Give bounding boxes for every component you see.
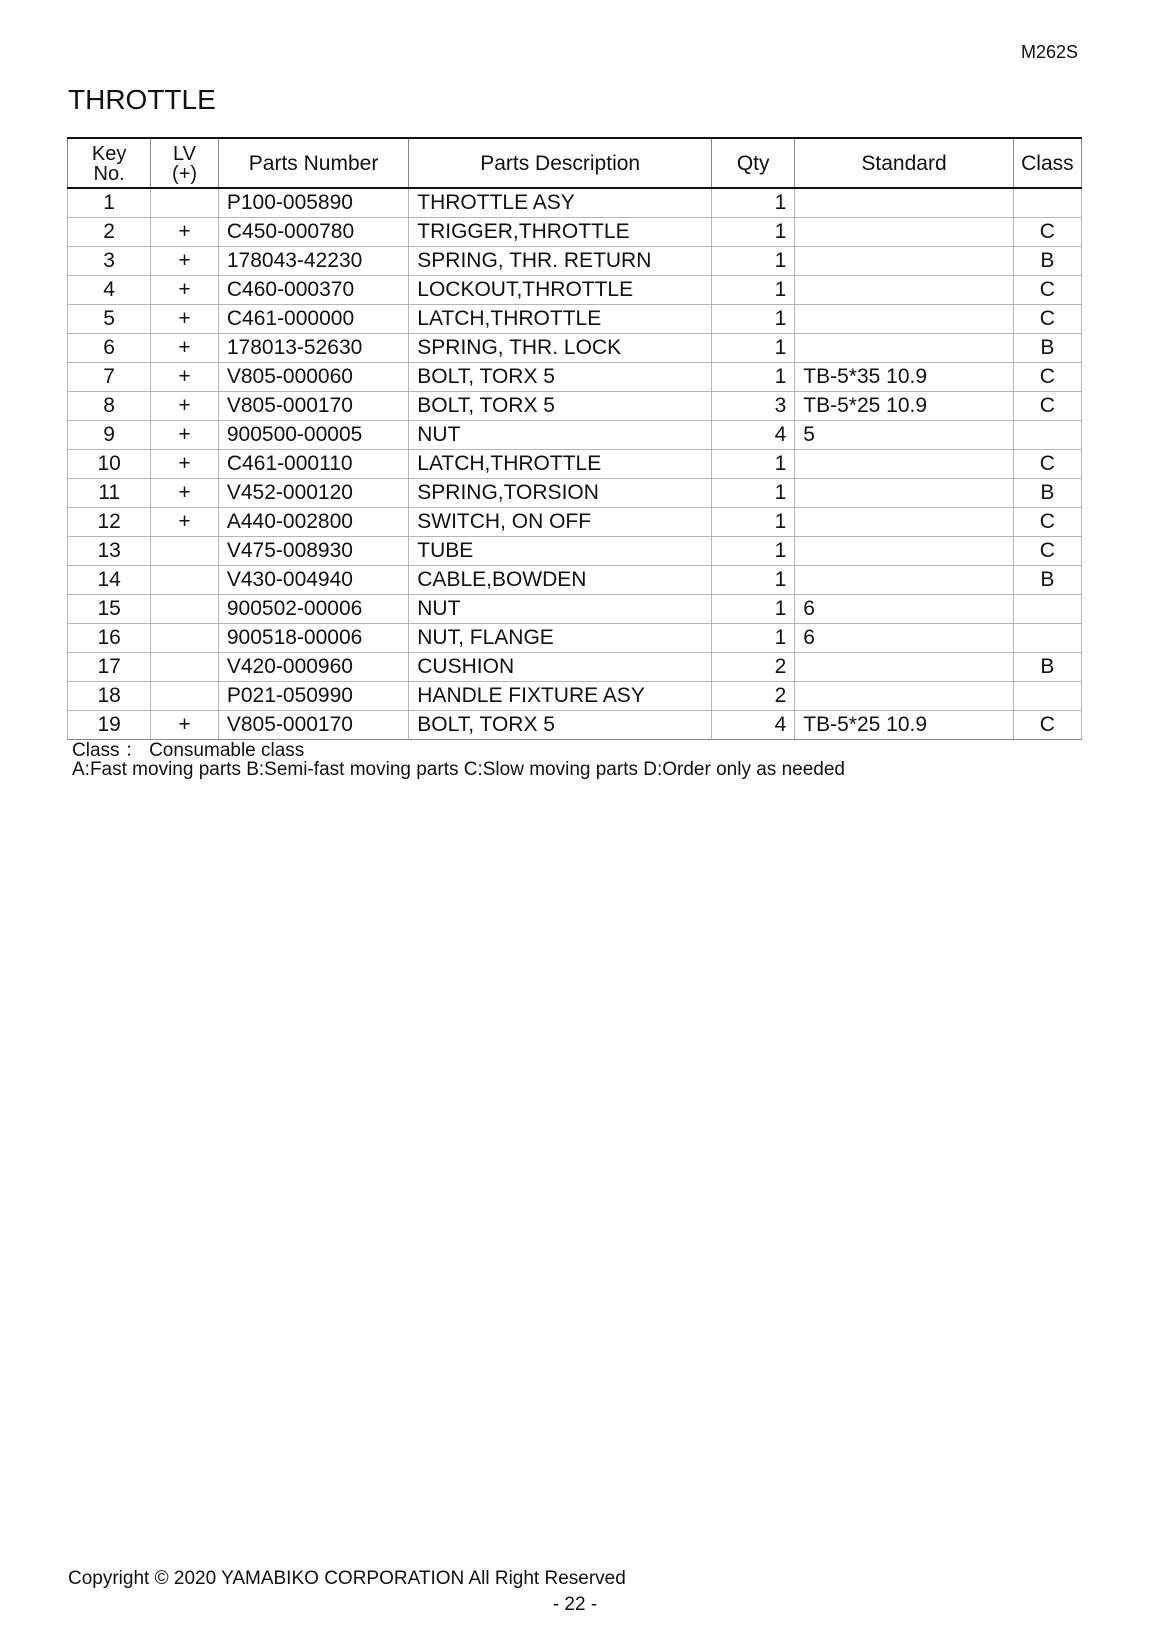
table-row — [68, 595, 1082, 624]
cell-key-no: 7 — [68, 363, 151, 392]
cell-qty: 1 — [712, 479, 795, 508]
table-row — [68, 363, 1082, 392]
cell-parts-description: BOLT, TORX 5 — [409, 711, 712, 740]
cell-key-no: 14 — [68, 566, 151, 595]
cell-parts-number: A440-002800 — [218, 508, 408, 537]
cell-parts-description: LATCH,THROTTLE — [409, 305, 712, 334]
cell-lv: + — [151, 711, 219, 740]
table-row — [68, 450, 1082, 479]
cell-qty: 1 — [712, 508, 795, 537]
cell-class: C — [1013, 392, 1081, 421]
header-lv — [151, 138, 219, 188]
cell-parts-description: TUBE — [409, 537, 712, 566]
cell-key-no: 6 — [68, 334, 151, 363]
cell-parts-description: HANDLE FIXTURE ASY — [409, 682, 712, 711]
cell-qty: 1 — [712, 566, 795, 595]
table-row — [68, 334, 1082, 363]
cell-class — [1013, 421, 1081, 450]
cell-key-no: 4 — [68, 276, 151, 305]
cell-qty: 4 — [712, 711, 795, 740]
parts-table — [67, 137, 1082, 740]
cell-qty: 2 — [712, 653, 795, 682]
header-parts-number: Parts Number — [218, 138, 408, 188]
legend-line-1: Class ： Consumable class — [72, 740, 305, 761]
cell-key-no: 2 — [68, 218, 151, 247]
cell-standard — [795, 247, 1014, 276]
cell-class: C — [1013, 363, 1081, 392]
header-class: Class — [1013, 138, 1081, 188]
cell-parts-number: 178013-52630 — [218, 334, 408, 363]
cell-parts-description: NUT, FLANGE — [409, 624, 712, 653]
parts-table-body — [68, 188, 1082, 740]
header-qty: Qty — [712, 138, 795, 188]
cell-parts-description: TRIGGER,THROTTLE — [409, 218, 712, 247]
cell-standard: 5 — [795, 421, 1014, 450]
cell-parts-description: SPRING,TORSION — [409, 479, 712, 508]
table-row — [68, 682, 1082, 711]
header-lv-line2: (+) — [172, 163, 198, 185]
cell-key-no: 11 — [68, 479, 151, 508]
cell-parts-description: THROTTLE ASY — [409, 188, 712, 218]
cell-class: C — [1013, 276, 1081, 305]
cell-lv — [151, 537, 219, 566]
cell-lv: + — [151, 450, 219, 479]
cell-key-no: 16 — [68, 624, 151, 653]
table-row — [68, 392, 1082, 421]
cell-lv — [151, 624, 219, 653]
cell-lv — [151, 595, 219, 624]
legend-line-2: A:Fast moving parts B:Semi-fast moving parts C:Slow moving parts D:Order only as needed — [72, 759, 845, 780]
cell-parts-description: LATCH,THROTTLE — [409, 450, 712, 479]
cell-parts-number: V475-008930 — [218, 537, 408, 566]
page-number: - 22 - — [552, 1594, 598, 1615]
table-row — [68, 421, 1082, 450]
cell-parts-description: SPRING, THR. RETURN — [409, 247, 712, 276]
cell-standard — [795, 334, 1014, 363]
cell-lv: + — [151, 247, 219, 276]
table-row — [68, 188, 1082, 218]
cell-parts-number: C461-000000 — [218, 305, 408, 334]
header-standard: Standard — [795, 138, 1014, 188]
cell-qty: 1 — [712, 595, 795, 624]
cell-class: B — [1013, 566, 1081, 595]
cell-lv: + — [151, 305, 219, 334]
cell-parts-number: V805-000170 — [218, 711, 408, 740]
cell-parts-number: V805-000060 — [218, 363, 408, 392]
cell-standard — [795, 508, 1014, 537]
cell-qty: 1 — [712, 537, 795, 566]
cell-class: C — [1013, 305, 1081, 334]
cell-key-no: 5 — [68, 305, 151, 334]
cell-key-no: 3 — [68, 247, 151, 276]
cell-parts-number: C461-000110 — [218, 450, 408, 479]
cell-parts-number: C450-000780 — [218, 218, 408, 247]
cell-standard: 6 — [795, 624, 1014, 653]
cell-standard — [795, 537, 1014, 566]
cell-standard: TB-5*25 10.9 — [795, 392, 1014, 421]
cell-class: C — [1013, 537, 1081, 566]
cell-key-no: 8 — [68, 392, 151, 421]
cell-qty: 1 — [712, 247, 795, 276]
table-row — [68, 711, 1082, 740]
cell-class: B — [1013, 653, 1081, 682]
table-row — [68, 537, 1082, 566]
cell-key-no: 13 — [68, 537, 151, 566]
cell-standard — [795, 305, 1014, 334]
cell-key-no: 18 — [68, 682, 151, 711]
table-row — [68, 305, 1082, 334]
cell-class: C — [1013, 508, 1081, 537]
cell-parts-description: SWITCH, ON OFF — [409, 508, 712, 537]
cell-class: C — [1013, 218, 1081, 247]
cell-parts-number: P021-050990 — [218, 682, 408, 711]
cell-qty: 3 — [712, 392, 795, 421]
cell-parts-number: V452-000120 — [218, 479, 408, 508]
cell-parts-number: 900500-00005 — [218, 421, 408, 450]
model-code: M262S — [1020, 42, 1078, 62]
table-row — [68, 566, 1082, 595]
cell-class — [1013, 595, 1081, 624]
table-row — [68, 653, 1082, 682]
cell-class: B — [1013, 479, 1081, 508]
cell-standard: TB-5*35 10.9 — [795, 363, 1014, 392]
cell-lv — [151, 188, 219, 218]
header-key-no — [68, 138, 151, 188]
cell-lv — [151, 566, 219, 595]
cell-key-no: 12 — [68, 508, 151, 537]
cell-key-no: 1 — [68, 188, 151, 218]
cell-qty: 1 — [712, 624, 795, 653]
cell-class — [1013, 624, 1081, 653]
cell-parts-description: LOCKOUT,THROTTLE — [409, 276, 712, 305]
cell-qty: 1 — [712, 276, 795, 305]
cell-key-no: 17 — [68, 653, 151, 682]
cell-standard: TB-5*25 10.9 — [795, 711, 1014, 740]
table-header-row — [68, 138, 1082, 188]
class-legend — [72, 741, 845, 779]
cell-qty: 1 — [712, 450, 795, 479]
cell-parts-number: 178043-42230 — [218, 247, 408, 276]
cell-parts-number: P100-005890 — [218, 188, 408, 218]
cell-qty: 2 — [712, 682, 795, 711]
cell-key-no: 15 — [68, 595, 151, 624]
cell-lv: + — [151, 334, 219, 363]
cell-parts-description: NUT — [409, 595, 712, 624]
cell-key-no: 10 — [68, 450, 151, 479]
table-row — [68, 276, 1082, 305]
cell-lv: + — [151, 363, 219, 392]
cell-class: C — [1013, 450, 1081, 479]
cell-standard — [795, 653, 1014, 682]
cell-class — [1013, 188, 1081, 218]
copyright-notice: Copyright © 2020 YAMABIKO CORPORATION All Right Reserved — [68, 1568, 626, 1589]
table-row — [68, 624, 1082, 653]
cell-standard — [795, 276, 1014, 305]
cell-lv — [151, 682, 219, 711]
cell-parts-description: BOLT, TORX 5 — [409, 363, 712, 392]
page-title: THROTTLE — [68, 84, 216, 115]
cell-parts-number: 900518-00006 — [218, 624, 408, 653]
cell-lv: + — [151, 276, 219, 305]
cell-qty: 1 — [712, 334, 795, 363]
cell-qty: 1 — [712, 188, 795, 218]
cell-parts-description: CABLE,BOWDEN — [409, 566, 712, 595]
cell-standard — [795, 682, 1014, 711]
cell-parts-description: BOLT, TORX 5 — [409, 392, 712, 421]
cell-standard — [795, 218, 1014, 247]
header-parts-description: Parts Description — [409, 138, 712, 188]
cell-parts-description: CUSHION — [409, 653, 712, 682]
cell-standard — [795, 450, 1014, 479]
cell-parts-description: SPRING, THR. LOCK — [409, 334, 712, 363]
cell-key-no: 9 — [68, 421, 151, 450]
cell-parts-number: V420-000960 — [218, 653, 408, 682]
cell-parts-number: C460-000370 — [218, 276, 408, 305]
cell-parts-number: V430-004940 — [218, 566, 408, 595]
cell-class: B — [1013, 334, 1081, 363]
cell-parts-description: NUT — [409, 421, 712, 450]
table-row — [68, 479, 1082, 508]
cell-qty: 1 — [712, 218, 795, 247]
cell-qty: 1 — [712, 305, 795, 334]
cell-lv: + — [151, 218, 219, 247]
cell-standard — [795, 188, 1014, 218]
cell-qty: 4 — [712, 421, 795, 450]
cell-lv: + — [151, 508, 219, 537]
cell-standard: 6 — [795, 595, 1014, 624]
cell-parts-number: 900502-00006 — [218, 595, 408, 624]
cell-lv: + — [151, 392, 219, 421]
cell-lv — [151, 653, 219, 682]
header-lv-line1: LV — [173, 143, 197, 165]
cell-lv: + — [151, 421, 219, 450]
cell-parts-number: V805-000170 — [218, 392, 408, 421]
table-row — [68, 247, 1082, 276]
cell-class: B — [1013, 247, 1081, 276]
cell-standard — [795, 479, 1014, 508]
cell-qty: 1 — [712, 363, 795, 392]
table-row — [68, 218, 1082, 247]
header-key-line1: Key — [91, 143, 127, 165]
cell-class: C — [1013, 711, 1081, 740]
cell-standard — [795, 566, 1014, 595]
cell-lv: + — [151, 479, 219, 508]
header-key-line2: No. — [93, 163, 125, 185]
table-row — [68, 508, 1082, 537]
cell-key-no: 19 — [68, 711, 151, 740]
cell-class — [1013, 682, 1081, 711]
